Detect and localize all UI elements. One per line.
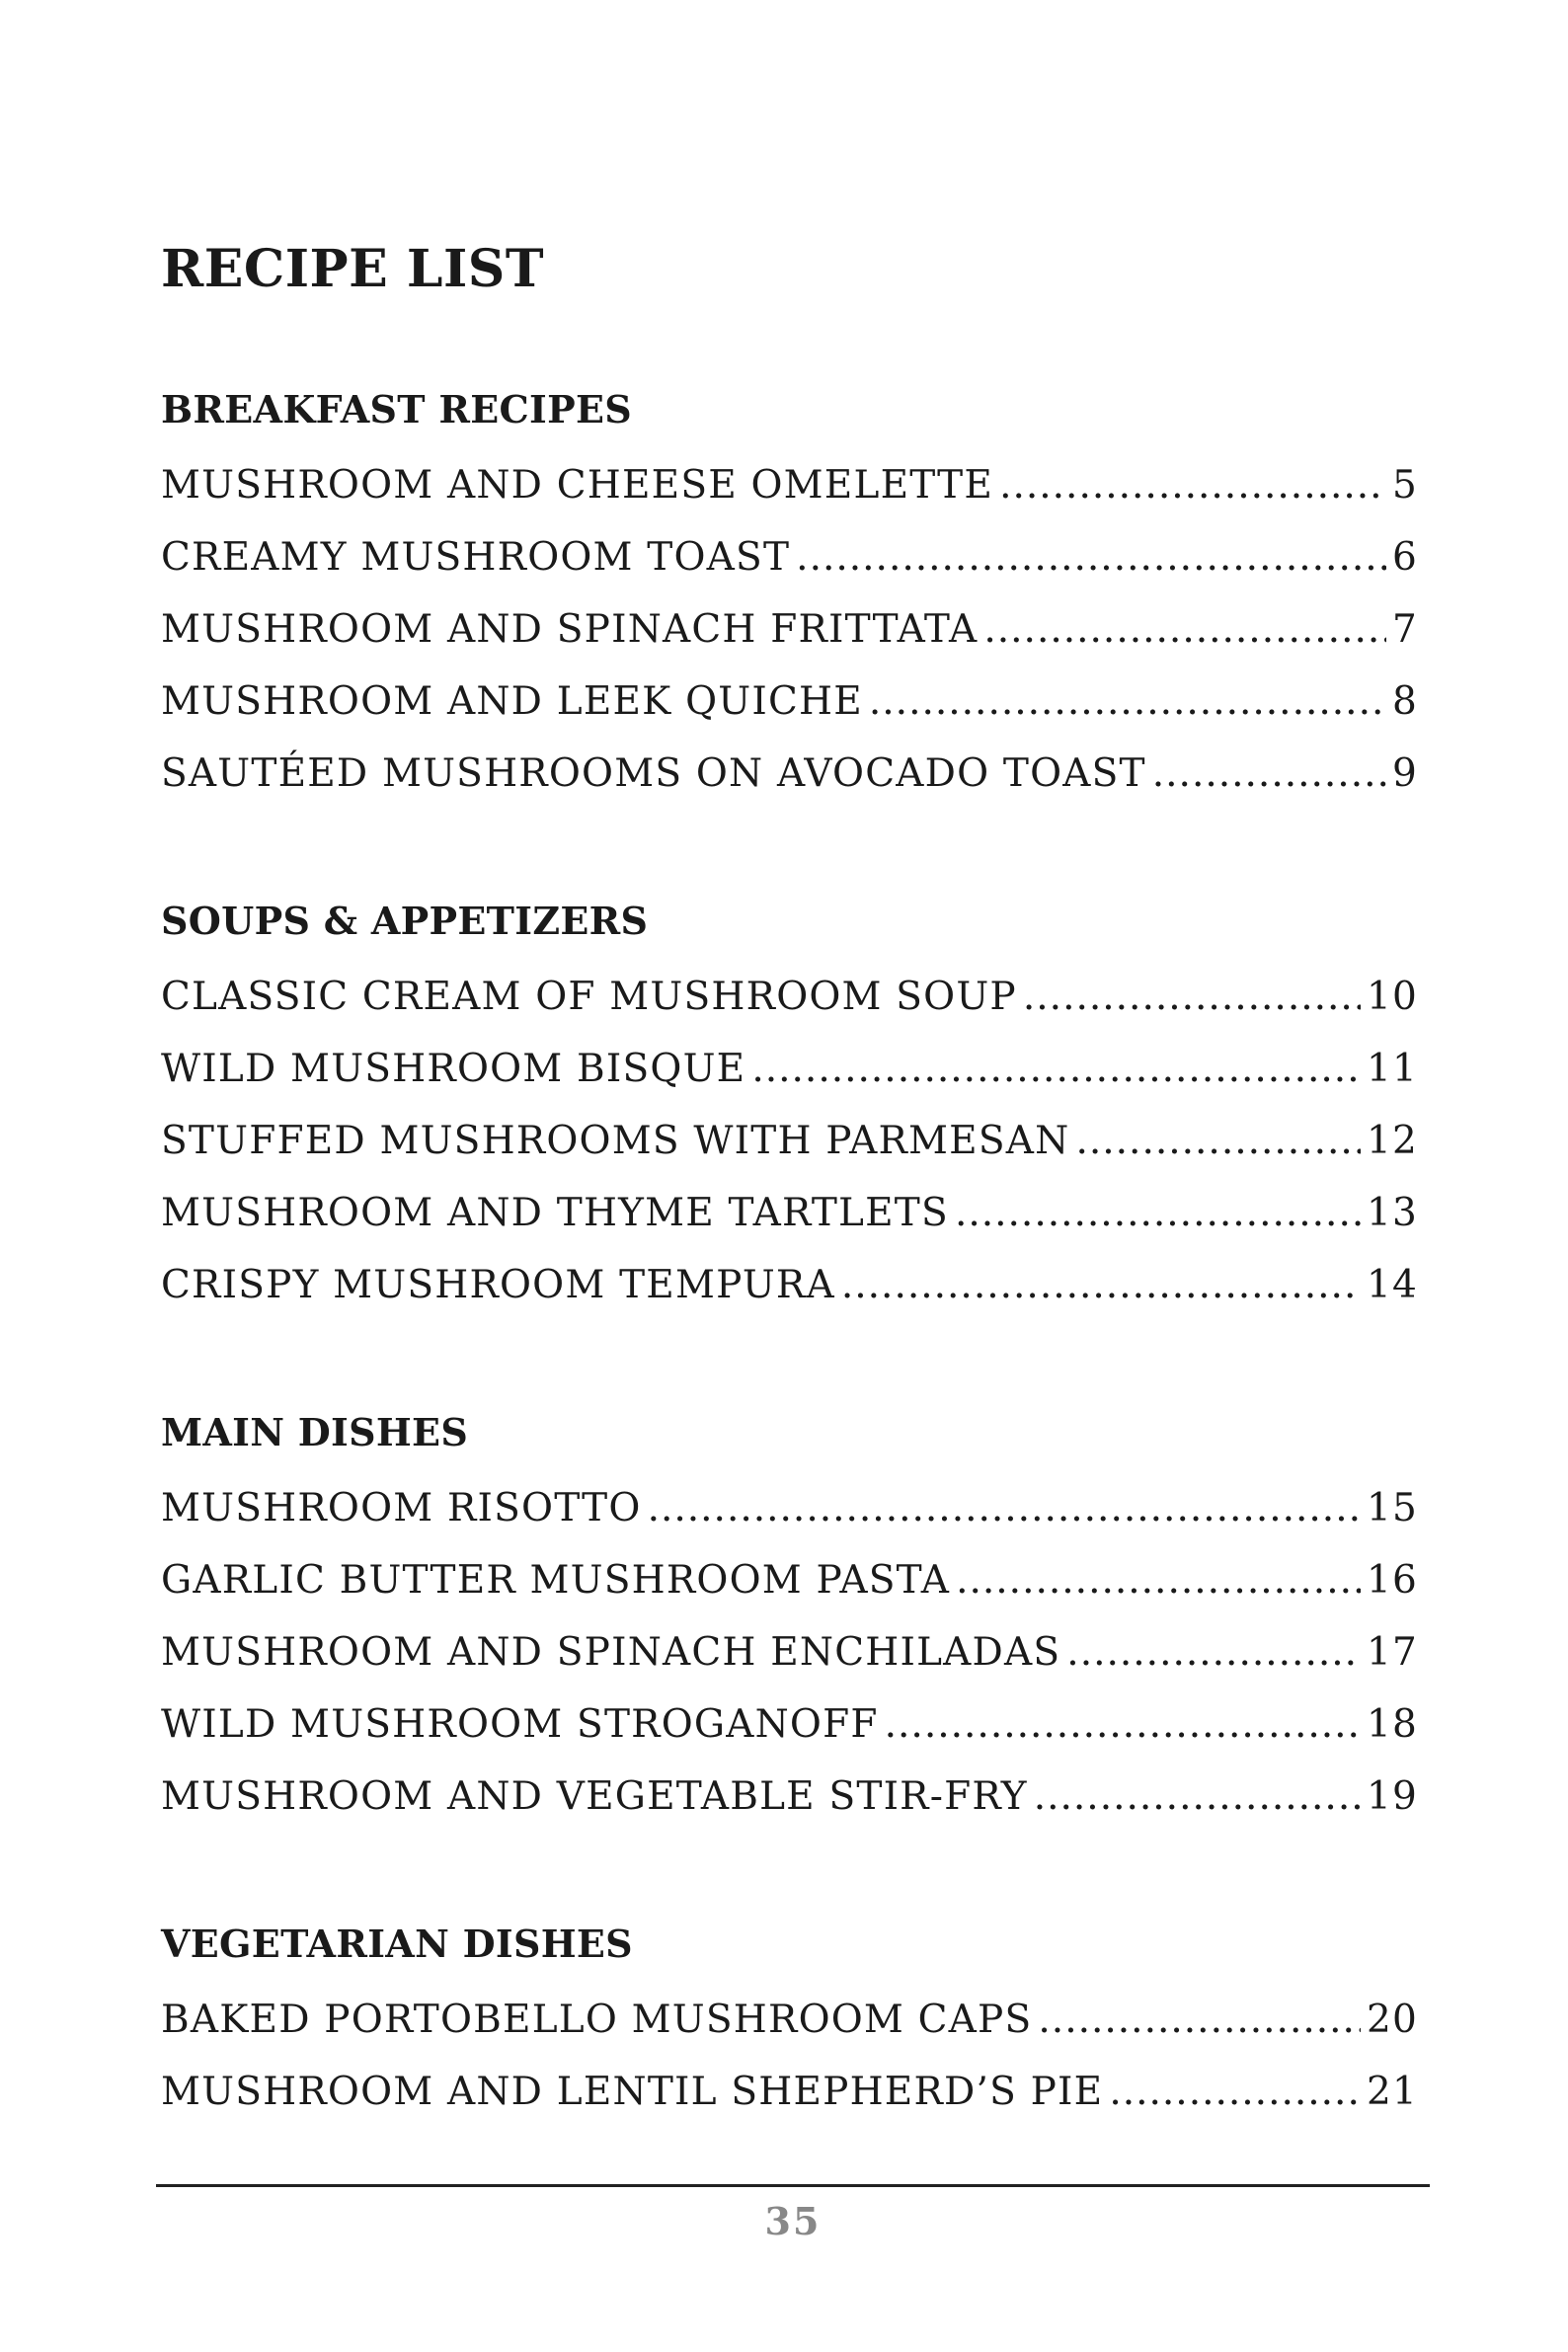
dot-leader bbox=[1152, 738, 1386, 810]
toc-list bbox=[161, 1472, 1418, 1833]
toc-entry bbox=[161, 1616, 1418, 1688]
section-vegetarian-dishes bbox=[161, 1917, 1418, 2128]
section-heading: SOUPS & APPETIZERS bbox=[161, 899, 649, 943]
dot-leader bbox=[1034, 1761, 1361, 1833]
toc-entry-label: MUSHROOM AND LENTIL SHEPHERD’S PIE bbox=[161, 2070, 1104, 2114]
toc-entry bbox=[161, 1688, 1418, 1761]
dot-leader bbox=[796, 521, 1386, 593]
toc-entry-label: WILD MUSHROOM BISQUE bbox=[161, 1047, 746, 1091]
toc-entry bbox=[161, 449, 1418, 521]
dot-leader bbox=[1066, 1616, 1361, 1688]
dot-leader bbox=[1075, 1105, 1361, 1177]
toc-entry-label: CRISPY MUSHROOM TEMPURA bbox=[161, 1263, 835, 1307]
toc-entry-label: MUSHROOM AND THYME TARTLETS bbox=[161, 1191, 949, 1235]
toc-entry bbox=[161, 961, 1418, 1033]
toc-entry-label: STUFFED MUSHROOMS WITH PARMESAN bbox=[161, 1119, 1070, 1163]
toc-entry bbox=[161, 1472, 1418, 1544]
dot-leader bbox=[1038, 1984, 1361, 2056]
section-heading: VEGETARIAN DISHES bbox=[161, 1921, 633, 1966]
footer-rule bbox=[156, 2184, 1430, 2187]
toc-entry-label: MUSHROOM RISOTTO bbox=[161, 1486, 642, 1530]
toc-entry-label: MUSHROOM AND SPINACH FRITTATA bbox=[161, 607, 979, 652]
toc-entry-label: MUSHROOM AND SPINACH ENCHILADAS bbox=[161, 1630, 1061, 1675]
section-heading: MAIN DISHES bbox=[161, 1410, 469, 1454]
toc-list bbox=[161, 961, 1418, 1321]
toc-entry bbox=[161, 1249, 1418, 1321]
toc-entry bbox=[161, 1761, 1418, 1833]
dot-leader bbox=[885, 1688, 1361, 1761]
toc-entry-page: 10 bbox=[1366, 975, 1418, 1019]
page-number: 35 bbox=[764, 2199, 822, 2243]
toc-entry-label: GARLIC BUTTER MUSHROOM PASTA bbox=[161, 1558, 951, 1603]
toc-entry-page: 15 bbox=[1366, 1486, 1418, 1530]
toc-entry bbox=[161, 1105, 1418, 1177]
section-heading: BREAKFAST RECIPES bbox=[161, 387, 633, 431]
toc-entry-page: 9 bbox=[1391, 751, 1418, 796]
toc-entry bbox=[161, 521, 1418, 593]
section-soups-appetizers bbox=[161, 894, 1418, 1321]
toc-entry-label: MUSHROOM AND LEEK QUICHE bbox=[161, 679, 863, 724]
dot-leader bbox=[1023, 961, 1361, 1033]
toc-entry-label: BAKED PORTOBELLO MUSHROOM CAPS bbox=[161, 1998, 1033, 2042]
toc-entry-label: SAUTÉED MUSHROOMS ON AVOCADO TOAST bbox=[161, 751, 1146, 796]
toc-entry-page: 11 bbox=[1366, 1047, 1418, 1091]
toc-entry-page: 20 bbox=[1366, 1998, 1418, 2042]
dot-leader bbox=[1109, 2056, 1361, 2128]
dot-leader bbox=[956, 1544, 1361, 1616]
toc-entry-page: 12 bbox=[1366, 1119, 1418, 1163]
toc-entry-page: 19 bbox=[1366, 1774, 1418, 1819]
dot-leader bbox=[648, 1472, 1361, 1544]
toc-entry-page: 13 bbox=[1366, 1191, 1418, 1235]
toc-entry-page: 18 bbox=[1366, 1702, 1418, 1747]
toc-list bbox=[161, 1984, 1418, 2128]
toc-entry bbox=[161, 1984, 1418, 2056]
toc-entry-page: 6 bbox=[1391, 535, 1418, 580]
page-title: RECIPE LIST bbox=[161, 239, 545, 299]
toc-entry-label: CLASSIC CREAM OF MUSHROOM SOUP bbox=[161, 975, 1017, 1019]
dot-leader bbox=[841, 1249, 1361, 1321]
toc-entry-page: 17 bbox=[1366, 1630, 1418, 1675]
dot-leader bbox=[955, 1177, 1361, 1249]
toc-list bbox=[161, 449, 1418, 810]
toc-entry bbox=[161, 593, 1418, 666]
toc-entry-page: 8 bbox=[1391, 679, 1418, 724]
dot-leader bbox=[869, 666, 1386, 738]
toc-entry bbox=[161, 1033, 1418, 1105]
dot-leader bbox=[999, 449, 1386, 521]
toc-entry-page: 21 bbox=[1366, 2070, 1418, 2114]
toc-entry bbox=[161, 1177, 1418, 1249]
toc-entry-page: 14 bbox=[1366, 1263, 1418, 1307]
section-breakfast bbox=[161, 382, 1418, 810]
toc-entry-label: MUSHROOM AND VEGETABLE STIR-FRY bbox=[161, 1774, 1028, 1819]
toc-entry bbox=[161, 666, 1418, 738]
toc-entry-page: 7 bbox=[1391, 607, 1418, 652]
toc-entry-label: WILD MUSHROOM STROGANOFF bbox=[161, 1702, 879, 1747]
toc-entry bbox=[161, 738, 1418, 810]
section-main-dishes bbox=[161, 1405, 1418, 1833]
toc-entry-label: MUSHROOM AND CHEESE OMELETTE bbox=[161, 463, 994, 508]
dot-leader bbox=[751, 1033, 1361, 1105]
toc-entry-page: 16 bbox=[1366, 1558, 1418, 1603]
dot-leader bbox=[983, 593, 1386, 666]
toc-entry bbox=[161, 2056, 1418, 2128]
toc-entry-page: 5 bbox=[1391, 463, 1418, 508]
toc-entry bbox=[161, 1544, 1418, 1616]
toc-entry-label: CREAMY MUSHROOM TOAST bbox=[161, 535, 791, 580]
